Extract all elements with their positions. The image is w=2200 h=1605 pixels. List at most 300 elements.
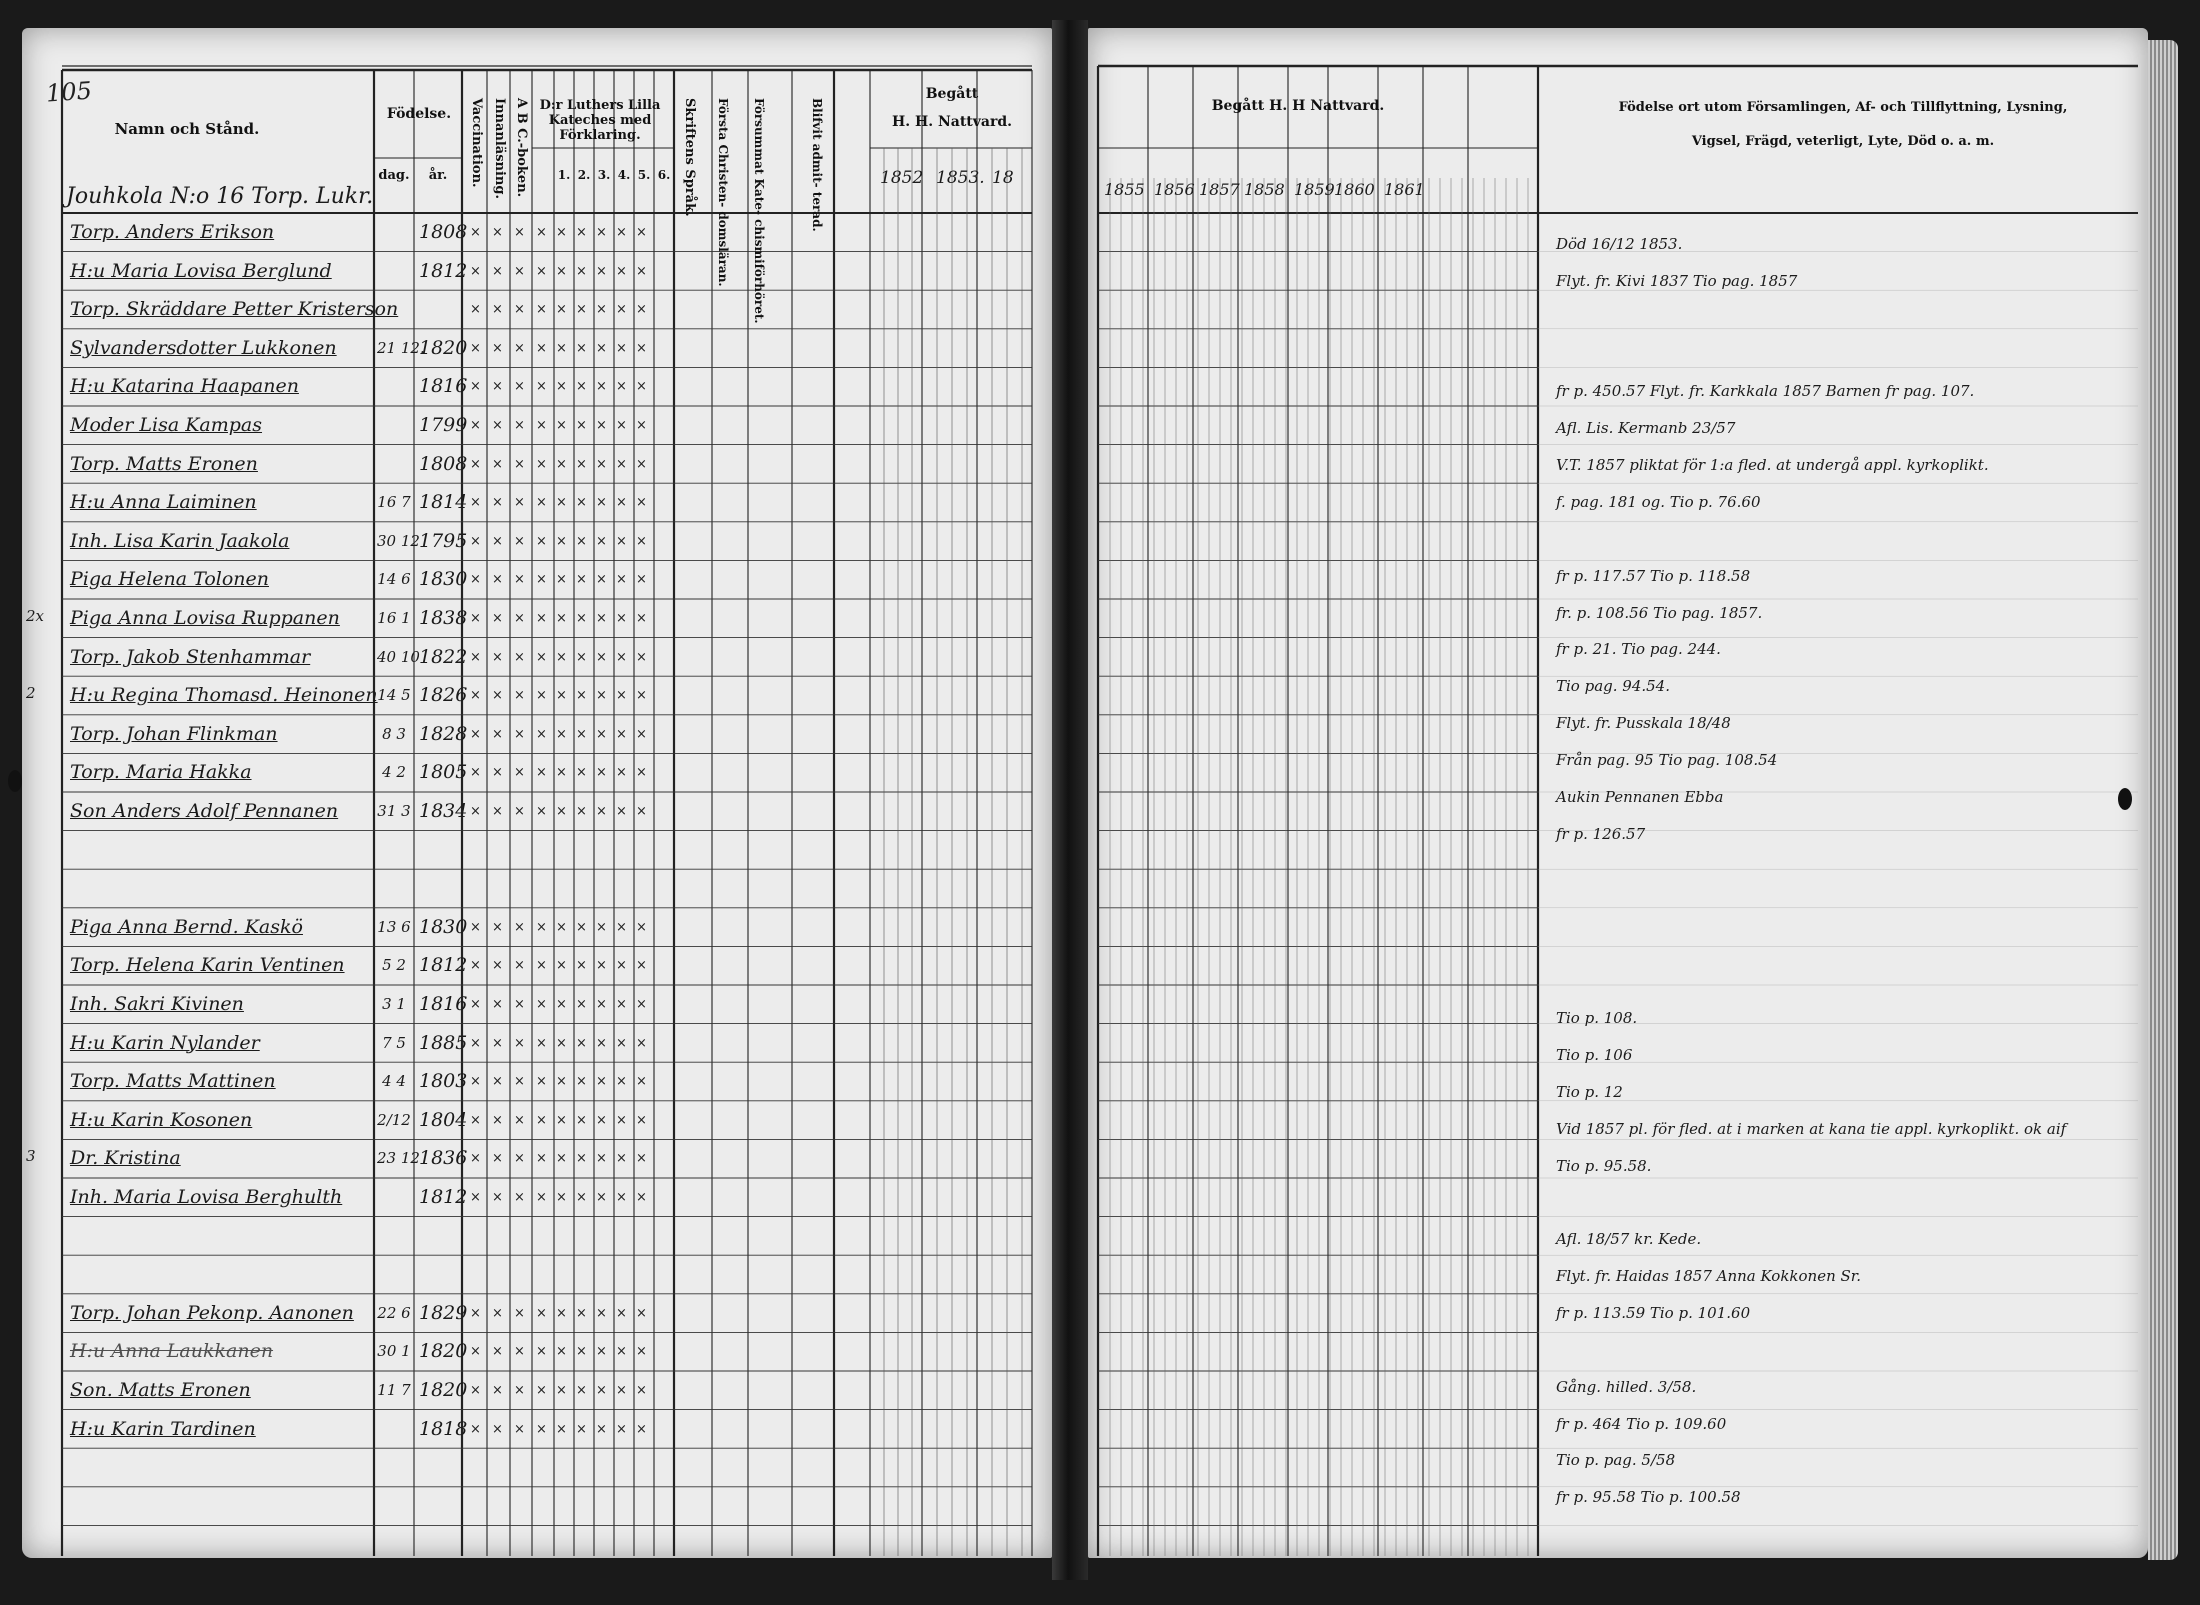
- check-mark: ×: [636, 1305, 647, 1321]
- check-mark: ×: [616, 225, 627, 240]
- check-mark: ×: [616, 765, 627, 781]
- check-mark: ×: [492, 340, 503, 356]
- entry-birth-day: 16 7: [377, 493, 411, 512]
- check-mark: ×: [470, 649, 481, 665]
- check-mark: ×: [470, 340, 481, 356]
- check-mark: ×: [470, 263, 481, 279]
- entry-name: Torp. Johan Flinkman: [70, 722, 278, 745]
- check-mark: ×: [596, 340, 607, 356]
- check-mark: ×: [536, 533, 547, 549]
- header-skriftens: Skriftens Språk.: [682, 98, 697, 217]
- entry-birth-year: 1816: [419, 993, 468, 1015]
- check-mark: ×: [556, 1112, 567, 1128]
- remark-note: Flyt. fr. Pusskala 18/48: [1556, 714, 1731, 733]
- check-mark: ×: [536, 1305, 547, 1321]
- check-mark: ×: [536, 919, 547, 935]
- entry-name: H:u Katarina Haapanen: [70, 375, 299, 398]
- check-mark: ×: [470, 1305, 481, 1321]
- side-mark: 2x: [26, 607, 45, 625]
- entry-birth-year: 1803: [419, 1070, 468, 1093]
- header-vaccination: Vaccination.: [469, 98, 484, 188]
- check-mark: ×: [470, 804, 481, 819]
- entry-birth-day: 8 3: [382, 724, 406, 743]
- check-mark: ×: [636, 418, 647, 433]
- year-header: 1857: [1199, 180, 1240, 199]
- check-mark: ×: [556, 726, 567, 742]
- check-mark: ×: [576, 958, 587, 974]
- check-mark: ×: [616, 1421, 627, 1437]
- check-mark: ×: [492, 1383, 503, 1398]
- catechism-col-2: 2.: [577, 168, 591, 182]
- check-mark: ×: [514, 1112, 525, 1128]
- check-mark: ×: [636, 379, 647, 395]
- check-mark: ×: [536, 611, 547, 626]
- check-mark: ×: [556, 804, 567, 819]
- check-mark: ×: [616, 1344, 627, 1360]
- check-mark: ×: [556, 1074, 567, 1090]
- check-mark: ×: [536, 726, 547, 742]
- left-ruled-grid: [22, 28, 1052, 1558]
- entry-birth-year: 1830: [419, 915, 468, 938]
- check-mark: ×: [492, 533, 503, 549]
- check-mark: ×: [492, 225, 503, 240]
- check-mark: ×: [616, 572, 627, 588]
- check-mark: ×: [470, 572, 481, 588]
- header-birth: Födelse.: [386, 106, 452, 122]
- check-mark: ×: [470, 688, 481, 704]
- check-mark: ×: [576, 1383, 587, 1398]
- entry-name: Torp. Anders Erikson: [70, 221, 275, 243]
- year-header: 1855: [1104, 180, 1145, 199]
- check-mark: ×: [616, 533, 627, 549]
- check-mark: ×: [536, 1112, 547, 1128]
- header-innanlasning: Innanläsning.: [492, 98, 507, 199]
- check-mark: ×: [536, 997, 547, 1012]
- entry-name: Torp. Skräddare Petter Kristerson: [70, 298, 399, 321]
- header-luther: D:r Luthers Lilla Kateches med Förklaring.: [539, 98, 661, 143]
- check-mark: ×: [470, 456, 481, 472]
- entry-birth-day: 21 12.: [377, 338, 425, 357]
- entry-name: Piga Helena Tolonen: [70, 568, 269, 591]
- check-mark: ×: [470, 919, 481, 935]
- entry-birth-year: 1795: [419, 529, 468, 552]
- check-mark: ×: [556, 1383, 567, 1398]
- check-mark: ×: [636, 1112, 647, 1128]
- check-mark: ×: [596, 1421, 607, 1437]
- check-mark: ×: [576, 726, 587, 742]
- check-mark: ×: [492, 263, 503, 279]
- check-mark: ×: [556, 1035, 567, 1051]
- check-mark: ×: [556, 1305, 567, 1321]
- check-mark: ×: [576, 495, 587, 511]
- year-header: 1858: [1244, 180, 1285, 199]
- check-mark: ×: [536, 1190, 547, 1205]
- header-begatt: Begått: [925, 86, 979, 102]
- entry-name: H:u Anna Laiminen: [70, 491, 257, 514]
- remark-note: Tio p. 108.: [1556, 1009, 1638, 1028]
- check-mark: ×: [636, 765, 647, 781]
- check-mark: ×: [596, 688, 607, 704]
- remark-note: Afl. 18/57 kr. Kede.: [1556, 1230, 1702, 1249]
- entry-birth-year: 1808: [419, 452, 468, 475]
- remark-note: V.T. 1857 pliktat för 1:a fled. at undergå appl. kyrkoplikt.: [1556, 456, 1989, 475]
- check-mark: ×: [576, 456, 587, 472]
- check-mark: ×: [470, 1383, 481, 1398]
- remark-note: Tio p. pag. 5/58: [1556, 1451, 1676, 1470]
- entry-name: Son. Matts Eronen: [70, 1379, 251, 1401]
- check-mark: ×: [514, 456, 525, 472]
- check-mark: ×: [576, 997, 587, 1012]
- entry-name: Inh. Sakri Kivinen: [70, 993, 244, 1015]
- check-mark: ×: [576, 1151, 587, 1167]
- check-mark: ×: [616, 1074, 627, 1090]
- check-mark: ×: [470, 611, 481, 626]
- check-mark: ×: [514, 649, 525, 665]
- check-mark: ×: [492, 1112, 503, 1128]
- check-mark: ×: [556, 495, 567, 511]
- check-mark: ×: [492, 1421, 503, 1437]
- check-mark: ×: [556, 1151, 567, 1167]
- check-mark: ×: [492, 495, 503, 511]
- year-header: 1860: [1334, 180, 1375, 199]
- check-mark: ×: [576, 572, 587, 588]
- remark-note: Vid 1857 pl. för fled. at i marken at kana tie appl. kyrkoplikt. ok aif: [1556, 1119, 2067, 1138]
- check-mark: ×: [514, 225, 525, 240]
- check-mark: ×: [616, 1305, 627, 1321]
- check-mark: ×: [636, 1421, 647, 1437]
- check-mark: ×: [470, 379, 481, 395]
- check-mark: ×: [616, 688, 627, 704]
- check-mark: ×: [636, 225, 647, 240]
- check-mark: ×: [492, 804, 503, 819]
- check-mark: ×: [616, 1151, 627, 1167]
- check-mark: ×: [616, 263, 627, 279]
- check-mark: ×: [514, 997, 525, 1012]
- check-mark: ×: [596, 611, 607, 626]
- year-header: 18: [992, 168, 1014, 188]
- entry-birth-day: 13 6: [377, 917, 411, 936]
- check-mark: ×: [636, 611, 647, 626]
- check-mark: ×: [514, 418, 525, 433]
- remark-note: Aukin Pennanen Ebba: [1556, 787, 1724, 806]
- check-mark: ×: [636, 572, 647, 588]
- check-mark: ×: [470, 225, 481, 240]
- catechism-col-4: 4.: [617, 168, 631, 182]
- check-mark: ×: [514, 340, 525, 356]
- check-mark: ×: [616, 1383, 627, 1398]
- remark-note: Från pag. 95 Tio pag. 108.54: [1556, 751, 1778, 770]
- check-mark: ×: [514, 765, 525, 781]
- entry-birth-year: 1822: [419, 645, 468, 668]
- entry-name: Inh. Maria Lovisa Berghulth: [70, 1186, 343, 1208]
- check-mark: ×: [536, 225, 547, 240]
- check-mark: ×: [576, 340, 587, 356]
- check-mark: ×: [616, 919, 627, 935]
- check-mark: ×: [514, 379, 525, 395]
- check-mark: ×: [492, 302, 503, 318]
- check-mark: ×: [636, 804, 647, 819]
- entry-name: Torp. Matts Eronen: [70, 452, 258, 475]
- check-mark: ×: [596, 1035, 607, 1051]
- check-mark: ×: [536, 765, 547, 781]
- entry-name: Piga Anna Bernd. Kaskö: [70, 915, 303, 938]
- check-mark: ×: [596, 302, 607, 318]
- remark-note: Tio p. 12: [1556, 1082, 1623, 1101]
- check-mark: ×: [514, 688, 525, 704]
- check-mark: ×: [636, 919, 647, 935]
- check-mark: ×: [556, 611, 567, 626]
- catechism-col-6: 6.: [657, 168, 671, 182]
- check-mark: ×: [576, 1112, 587, 1128]
- right-page: [1088, 28, 2148, 1558]
- check-mark: ×: [556, 1344, 567, 1360]
- check-mark: ×: [536, 1035, 547, 1051]
- year-header: 1859: [1294, 180, 1335, 199]
- check-mark: ×: [470, 1074, 481, 1090]
- entry-birth-year: 1838: [419, 607, 468, 629]
- entry-name: Piga Anna Lovisa Ruppanen: [70, 607, 340, 629]
- entry-name: Inh. Lisa Karin Jaakola: [70, 529, 290, 552]
- check-mark: ×: [492, 958, 503, 974]
- entry-birth-day: 16 1: [377, 609, 411, 627]
- check-mark: ×: [492, 1344, 503, 1360]
- check-mark: ×: [556, 302, 567, 318]
- check-mark: ×: [576, 1344, 587, 1360]
- book-gutter: [1052, 20, 1088, 1580]
- check-mark: ×: [636, 997, 647, 1012]
- entry-birth-day: 4 4: [382, 1072, 406, 1091]
- remark-note: fr p. 126.57: [1556, 824, 1646, 843]
- check-mark: ×: [492, 456, 503, 472]
- check-mark: ×: [556, 379, 567, 395]
- check-mark: ×: [596, 1305, 607, 1321]
- check-mark: ×: [556, 418, 567, 433]
- check-mark: ×: [514, 302, 525, 318]
- check-mark: ×: [596, 1151, 607, 1167]
- check-mark: ×: [556, 649, 567, 665]
- entry-birth-day: 40 10: [377, 647, 420, 666]
- header-forsta: Första Christen- domsläran.: [716, 98, 730, 287]
- check-mark: ×: [576, 225, 587, 240]
- entry-birth-day: 30 1: [377, 1342, 411, 1361]
- check-mark: ×: [536, 1344, 547, 1360]
- entry-birth-year: 1808: [419, 221, 468, 243]
- entry-name: H:u Regina Thomasd. Heinonen: [70, 684, 378, 707]
- entry-birth-year: 1834: [419, 800, 468, 822]
- header-notes-line1: Födelse ort utom Församlingen, Af- och Tillflyttning, Lysning,: [1618, 100, 2068, 115]
- check-mark: ×: [556, 456, 567, 472]
- remark-note: fr p. 21. Tio pag. 244.: [1556, 640, 1721, 659]
- check-mark: ×: [492, 1074, 503, 1090]
- check-mark: ×: [492, 611, 503, 626]
- check-mark: ×: [514, 1383, 525, 1398]
- check-mark: ×: [536, 495, 547, 511]
- check-mark: ×: [492, 726, 503, 742]
- year-header: 1852: [880, 168, 924, 188]
- check-mark: ×: [514, 958, 525, 974]
- remark-note: fr. p. 108.56 Tio pag. 1857.: [1556, 603, 1763, 622]
- entry-name: Sylvandersdotter Lukkonen: [70, 336, 337, 359]
- check-mark: ×: [514, 495, 525, 511]
- check-mark: ×: [616, 495, 627, 511]
- check-mark: ×: [596, 263, 607, 279]
- check-mark: ×: [556, 225, 567, 240]
- check-mark: ×: [492, 1035, 503, 1051]
- remark-note: fr p. 450.57 Flyt. fr. Karkkala 1857 Barnen fr pag. 107.: [1556, 382, 1975, 401]
- entry-birth-year: 1836: [419, 1147, 468, 1170]
- check-mark: ×: [536, 456, 547, 472]
- check-mark: ×: [556, 997, 567, 1012]
- check-mark: ×: [636, 1074, 647, 1090]
- check-mark: ×: [514, 533, 525, 549]
- entry-birth-day: 30 12: [377, 531, 420, 550]
- entry-name: Torp. Matts Mattinen: [70, 1070, 276, 1093]
- check-mark: ×: [556, 263, 567, 279]
- entry-name: H:u Maria Lovisa Berglund: [70, 259, 332, 282]
- check-mark: ×: [596, 1112, 607, 1128]
- remark-note: f. pag. 181 og. Tio p. 76.60: [1556, 493, 1761, 512]
- entry-birth-day: 14 6: [377, 570, 411, 589]
- entry-name: Torp. Jakob Stenhammar: [70, 645, 311, 668]
- check-mark: ×: [556, 572, 567, 588]
- check-mark: ×: [636, 1151, 647, 1167]
- check-mark: ×: [514, 1035, 525, 1051]
- remark-note: Tio p. 95.58.: [1556, 1156, 1652, 1175]
- check-mark: ×: [536, 572, 547, 588]
- remark-note: Tio pag. 94.54.: [1556, 677, 1670, 696]
- check-mark: ×: [596, 919, 607, 935]
- entry-birth-year: 1804: [419, 1108, 468, 1131]
- entry-birth-day: 31 3: [377, 802, 411, 820]
- check-mark: ×: [470, 1035, 481, 1051]
- entry-birth-year: 1829: [419, 1301, 468, 1324]
- entry-name: Son Anders Adolf Pennanen: [70, 800, 339, 822]
- check-mark: ×: [616, 379, 627, 395]
- check-mark: ×: [470, 1344, 481, 1360]
- check-mark: ×: [616, 418, 627, 433]
- check-mark: ×: [514, 919, 525, 935]
- check-mark: ×: [492, 997, 503, 1012]
- entry-birth-year: 1820: [419, 1340, 468, 1363]
- check-mark: ×: [596, 495, 607, 511]
- check-mark: ×: [536, 302, 547, 318]
- check-mark: ×: [616, 456, 627, 472]
- catechism-col-3: 3.: [597, 168, 611, 182]
- check-mark: ×: [492, 1305, 503, 1321]
- check-mark: ×: [492, 379, 503, 395]
- check-mark: ×: [596, 418, 607, 433]
- check-mark: ×: [616, 611, 627, 626]
- remark-note: Död 16/12 1853.: [1556, 235, 1683, 253]
- header-nattvard: H. H. Nattvard.: [892, 114, 1012, 130]
- check-mark: ×: [576, 1305, 587, 1321]
- check-mark: ×: [536, 1383, 547, 1398]
- entry-birth-year: 1799: [419, 414, 468, 436]
- check-mark: ×: [556, 958, 567, 974]
- check-mark: ×: [616, 997, 627, 1012]
- entry-birth-year: 1812: [419, 259, 468, 282]
- header-notes-line2: Vigsel, Frägd, veterligt, Lyte, Död o. a. m.: [1691, 134, 1995, 149]
- entry-birth-year: 1814: [419, 491, 468, 514]
- entry-birth-year: 1826: [419, 684, 468, 707]
- check-mark: ×: [470, 533, 481, 549]
- check-mark: ×: [470, 726, 481, 742]
- check-mark: ×: [576, 649, 587, 665]
- entry-name: H:u Anna Laukkanen: [70, 1340, 274, 1363]
- check-mark: ×: [470, 958, 481, 974]
- check-mark: ×: [596, 379, 607, 395]
- check-mark: ×: [596, 1190, 607, 1205]
- check-mark: ×: [536, 1151, 547, 1167]
- check-mark: ×: [596, 804, 607, 819]
- check-mark: ×: [636, 1383, 647, 1398]
- remark-note: fr p. 117.57 Tio p. 118.58: [1556, 566, 1751, 585]
- check-mark: ×: [616, 804, 627, 819]
- entry-birth-year: 1885: [419, 1031, 468, 1054]
- year-header: 1856: [1154, 180, 1195, 199]
- check-mark: ×: [492, 649, 503, 665]
- check-mark: ×: [492, 688, 503, 704]
- check-mark: ×: [576, 1190, 587, 1205]
- check-mark: ×: [596, 1383, 607, 1398]
- check-mark: ×: [556, 340, 567, 356]
- check-mark: ×: [576, 1074, 587, 1090]
- entry-name: Torp. Maria Hakka: [70, 761, 252, 784]
- check-mark: ×: [536, 263, 547, 279]
- check-mark: ×: [576, 688, 587, 704]
- entry-birth-day: 14 5: [377, 686, 411, 705]
- check-mark: ×: [616, 1190, 627, 1205]
- check-mark: ×: [576, 765, 587, 781]
- entry-birth-year: 1820: [419, 1379, 468, 1401]
- check-mark: ×: [636, 958, 647, 974]
- header-name: Namn och Stånd.: [114, 120, 260, 138]
- check-mark: ×: [514, 1151, 525, 1167]
- check-mark: ×: [576, 1421, 587, 1437]
- entry-birth-year: 1830: [419, 568, 468, 591]
- entry-birth-day: 3 1: [382, 995, 406, 1013]
- entry-birth-day: 2/12: [377, 1110, 411, 1129]
- check-mark: ×: [514, 1305, 525, 1321]
- check-mark: ×: [576, 533, 587, 549]
- check-mark: ×: [596, 533, 607, 549]
- catechism-col-1: 1.: [557, 168, 571, 182]
- check-mark: ×: [636, 495, 647, 511]
- check-mark: ×: [596, 765, 607, 781]
- check-mark: ×: [596, 726, 607, 742]
- check-mark: ×: [636, 649, 647, 665]
- check-mark: ×: [596, 649, 607, 665]
- check-mark: ×: [576, 919, 587, 935]
- check-mark: ×: [596, 1344, 607, 1360]
- check-mark: ×: [636, 263, 647, 279]
- check-mark: ×: [536, 340, 547, 356]
- header-blifvit: Blifvit admit- terad.: [810, 98, 824, 232]
- check-mark: ×: [514, 1344, 525, 1360]
- check-mark: ×: [514, 804, 525, 819]
- check-mark: ×: [636, 1344, 647, 1360]
- check-mark: ×: [514, 263, 525, 279]
- check-mark: ×: [470, 997, 481, 1012]
- check-mark: ×: [576, 804, 587, 819]
- entry-birth-year: 1828: [419, 722, 468, 745]
- check-mark: ×: [616, 726, 627, 742]
- page-edges: [2148, 40, 2178, 1560]
- check-mark: ×: [596, 456, 607, 472]
- check-mark: ×: [492, 919, 503, 935]
- entry-birth-year: 1812: [419, 1186, 468, 1208]
- check-mark: ×: [470, 1190, 481, 1205]
